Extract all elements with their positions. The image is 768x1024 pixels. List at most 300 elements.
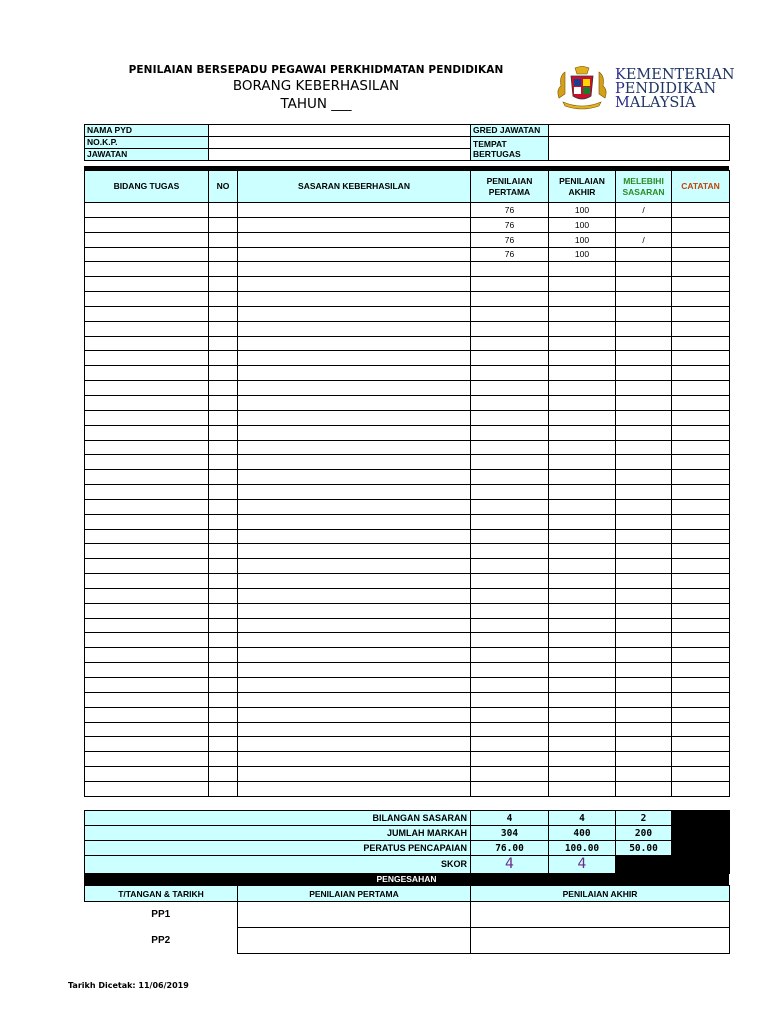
sasaran-cell[interactable] — [238, 277, 471, 292]
penilaian-pertama-cell[interactable] — [471, 752, 549, 767]
no-cell[interactable] — [209, 648, 238, 663]
sasaran-cell[interactable] — [238, 781, 471, 796]
melebihi-sasaran-cell[interactable] — [616, 306, 672, 321]
penilaian-pertama-cell[interactable] — [471, 321, 549, 336]
penilaian-akhir-cell[interactable] — [549, 425, 616, 440]
no-cell[interactable] — [209, 529, 238, 544]
penilaian-akhir-cell[interactable] — [549, 470, 616, 485]
penilaian-akhir-cell[interactable] — [549, 722, 616, 737]
bidang-tugas-cell[interactable] — [85, 737, 209, 752]
penilaian-pertama-cell[interactable] — [471, 692, 549, 707]
catatan-cell[interactable] — [672, 306, 730, 321]
ministry-name: KEMENTERIAN PENDIDIKAN MALAYSIA — [615, 67, 735, 111]
bidang-tugas-cell[interactable] — [85, 529, 209, 544]
penilaian-pertama-cell[interactable] — [471, 410, 549, 425]
no-cell[interactable] — [209, 366, 238, 381]
melebihi-sasaran-cell[interactable]: / — [616, 203, 672, 218]
no-cell[interactable] — [209, 306, 238, 321]
sasaran-cell[interactable] — [238, 455, 471, 470]
penilaian-pertama-cell[interactable] — [471, 277, 549, 292]
melebihi-sasaran-cell[interactable] — [616, 336, 672, 351]
melebihi-sasaran-cell[interactable] — [616, 663, 672, 678]
penilaian-pertama-cell[interactable]: 76 — [471, 247, 549, 262]
melebihi-sasaran-cell[interactable] — [616, 470, 672, 485]
catatan-cell[interactable] — [672, 351, 730, 366]
penilaian-pertama-cell[interactable] — [471, 737, 549, 752]
no-cell[interactable] — [209, 351, 238, 366]
bidang-tugas-cell[interactable] — [85, 336, 209, 351]
catatan-cell[interactable] — [672, 707, 730, 722]
no-cell[interactable] — [209, 262, 238, 277]
catatan-cell[interactable] — [672, 425, 730, 440]
no-cell[interactable] — [209, 425, 238, 440]
catatan-cell[interactable] — [672, 292, 730, 307]
bidang-tugas-cell[interactable] — [85, 395, 209, 410]
catatan-cell[interactable] — [672, 455, 730, 470]
penilaian-akhir-cell[interactable] — [549, 767, 616, 782]
no-cell[interactable] — [209, 485, 238, 500]
catatan-cell[interactable] — [672, 366, 730, 381]
penilaian-akhir-cell[interactable] — [549, 678, 616, 693]
no-cell[interactable] — [209, 574, 238, 589]
sasaran-cell[interactable] — [238, 440, 471, 455]
penilaian-pertama-cell[interactable] — [471, 633, 549, 648]
no-cell[interactable] — [209, 559, 238, 574]
bidang-tugas-cell[interactable] — [85, 425, 209, 440]
penilaian-akhir-cell[interactable] — [549, 618, 616, 633]
bidang-tugas-cell[interactable] — [85, 306, 209, 321]
sasaran-cell[interactable] — [238, 678, 471, 693]
bidang-tugas-cell[interactable] — [85, 321, 209, 336]
bidang-tugas-cell[interactable] — [85, 292, 209, 307]
bidang-tugas-cell[interactable] — [85, 440, 209, 455]
bidang-tugas-cell[interactable] — [85, 410, 209, 425]
sasaran-cell[interactable] — [238, 633, 471, 648]
penilaian-pertama-cell[interactable] — [471, 559, 549, 574]
no-cell[interactable] — [209, 633, 238, 648]
sasaran-cell[interactable] — [238, 752, 471, 767]
penilaian-akhir-cell[interactable]: 100 — [549, 247, 616, 262]
penilaian-pertama-cell[interactable]: 76 — [471, 232, 549, 247]
table-row — [85, 707, 730, 722]
penilaian-akhir-cell[interactable] — [549, 529, 616, 544]
catatan-cell[interactable] — [672, 529, 730, 544]
penilaian-akhir-cell[interactable] — [549, 663, 616, 678]
summary-table — [84, 810, 730, 874]
penilaian-pertama-cell[interactable] — [471, 485, 549, 500]
penilaian-pertama-cell[interactable]: 76 — [471, 203, 549, 218]
penilaian-pertama-cell[interactable] — [471, 529, 549, 544]
penilaian-akhir-cell[interactable] — [549, 306, 616, 321]
no-cell[interactable] — [209, 247, 238, 262]
sasaran-cell[interactable] — [238, 351, 471, 366]
penilaian-pertama-cell[interactable] — [471, 722, 549, 737]
melebihi-sasaran-cell[interactable] — [616, 781, 672, 796]
bidang-tugas-cell[interactable] — [85, 752, 209, 767]
gred-jawatan-field[interactable] — [549, 125, 730, 137]
no-cell[interactable] — [209, 440, 238, 455]
penilaian-pertama-cell[interactable] — [471, 425, 549, 440]
catatan-cell[interactable] — [672, 485, 730, 500]
melebihi-sasaran-cell[interactable] — [616, 395, 672, 410]
sasaran-cell[interactable] — [238, 306, 471, 321]
penilaian-pertama-cell[interactable] — [471, 707, 549, 722]
penilaian-pertama-cell[interactable] — [471, 663, 549, 678]
catatan-cell[interactable] — [672, 440, 730, 455]
catatan-cell[interactable] — [672, 781, 730, 796]
no-cell[interactable] — [209, 603, 238, 618]
nama-pyd-field[interactable] — [209, 125, 471, 137]
penilaian-pertama-cell[interactable] — [471, 618, 549, 633]
penilaian-pertama-cell[interactable] — [471, 678, 549, 693]
sasaran-cell[interactable] — [238, 737, 471, 752]
melebihi-sasaran-cell[interactable] — [616, 321, 672, 336]
no-cell[interactable] — [209, 381, 238, 396]
sasaran-cell[interactable] — [238, 692, 471, 707]
penilaian-akhir-cell[interactable] — [549, 752, 616, 767]
penilaian-akhir-cell[interactable] — [549, 395, 616, 410]
penilaian-akhir-cell[interactable]: 100 — [549, 232, 616, 247]
sasaran-cell[interactable] — [238, 544, 471, 559]
sasaran-cell[interactable] — [238, 217, 471, 232]
penilaian-pertama-cell[interactable] — [471, 514, 549, 529]
melebihi-sasaran-cell[interactable] — [616, 588, 672, 603]
melebihi-sasaran-cell[interactable] — [616, 455, 672, 470]
melebihi-sasaran-cell[interactable] — [616, 692, 672, 707]
penilaian-akhir-cell[interactable] — [549, 381, 616, 396]
penilaian-pertama-cell[interactable] — [471, 292, 549, 307]
melebihi-sasaran-cell[interactable] — [616, 410, 672, 425]
sasaran-cell[interactable] — [238, 648, 471, 663]
penilaian-pertama-cell[interactable] — [471, 603, 549, 618]
melebihi-sasaran-cell[interactable] — [616, 514, 672, 529]
penilaian-akhir-cell[interactable] — [549, 336, 616, 351]
penilaian-pertama-cell[interactable] — [471, 470, 549, 485]
catatan-cell[interactable] — [672, 678, 730, 693]
no-cell[interactable] — [209, 663, 238, 678]
skor-label: SKOR — [85, 856, 471, 874]
catatan-cell[interactable] — [672, 559, 730, 574]
penilaian-pertama-cell[interactable] — [471, 648, 549, 663]
penilaian-pertama-cell[interactable] — [471, 544, 549, 559]
penilaian-akhir-cell[interactable] — [549, 648, 616, 663]
sasaran-cell[interactable] — [238, 425, 471, 440]
catatan-cell[interactable] — [672, 574, 730, 589]
catatan-cell[interactable] — [672, 544, 730, 559]
bidang-tugas-cell[interactable] — [85, 618, 209, 633]
penilaian-akhir-cell[interactable] — [549, 544, 616, 559]
melebihi-sasaran-cell[interactable] — [616, 499, 672, 514]
catatan-cell[interactable] — [672, 381, 730, 396]
bidang-tugas-cell[interactable] — [85, 232, 209, 247]
bidang-tugas-cell[interactable] — [85, 277, 209, 292]
no-cell[interactable] — [209, 410, 238, 425]
no-cell[interactable] — [209, 470, 238, 485]
sasaran-cell[interactable] — [238, 529, 471, 544]
catatan-cell[interactable] — [672, 633, 730, 648]
melebihi-sasaran-cell[interactable] — [616, 529, 672, 544]
no-cell[interactable] — [209, 336, 238, 351]
catatan-cell[interactable] — [672, 336, 730, 351]
no-cell[interactable] — [209, 752, 238, 767]
bidang-tugas-cell[interactable] — [85, 588, 209, 603]
sasaran-cell[interactable] — [238, 603, 471, 618]
penilaian-akhir-cell[interactable] — [549, 262, 616, 277]
catatan-cell[interactable] — [672, 752, 730, 767]
melebihi-sasaran-cell[interactable] — [616, 485, 672, 500]
no-cell[interactable] — [209, 292, 238, 307]
sasaran-cell[interactable] — [238, 574, 471, 589]
penilaian-akhir-cell[interactable] — [549, 499, 616, 514]
tempat-bertugas-field[interactable] — [549, 137, 730, 161]
catatan-cell[interactable] — [672, 722, 730, 737]
table-row — [85, 410, 730, 425]
bidang-tugas-cell[interactable] — [85, 217, 209, 232]
no-cell[interactable] — [209, 395, 238, 410]
penilaian-pertama-cell[interactable] — [471, 455, 549, 470]
bidang-tugas-cell[interactable] — [85, 455, 209, 470]
penilaian-pertama-cell[interactable]: 76 — [471, 217, 549, 232]
penilaian-akhir-cell[interactable] — [549, 559, 616, 574]
sasaran-cell[interactable] — [238, 321, 471, 336]
penilaian-akhir-cell[interactable] — [549, 574, 616, 589]
sasaran-cell[interactable] — [238, 410, 471, 425]
melebihi-sasaran-cell[interactable] — [616, 292, 672, 307]
melebihi-sasaran-cell[interactable] — [616, 351, 672, 366]
melebihi-sasaran-cell[interactable] — [616, 247, 672, 262]
melebihi-sasaran-cell[interactable] — [616, 440, 672, 455]
melebihi-sasaran-cell[interactable] — [616, 217, 672, 232]
bidang-tugas-cell[interactable] — [85, 544, 209, 559]
catatan-cell[interactable] — [672, 648, 730, 663]
melebihi-sasaran-cell[interactable] — [616, 618, 672, 633]
penilaian-akhir-cell[interactable] — [549, 603, 616, 618]
bidang-tugas-cell[interactable] — [85, 574, 209, 589]
penilaian-pertama-cell[interactable] — [471, 306, 549, 321]
penilaian-pertama-cell[interactable] — [471, 767, 549, 782]
catatan-cell[interactable] — [672, 618, 730, 633]
penilaian-akhir-cell[interactable]: 100 — [549, 203, 616, 218]
sasaran-cell[interactable] — [238, 336, 471, 351]
no-cell[interactable] — [209, 232, 238, 247]
catatan-cell[interactable] — [672, 588, 730, 603]
sasaran-cell[interactable] — [238, 663, 471, 678]
penilaian-pertama-cell[interactable] — [471, 574, 549, 589]
penilaian-pertama-cell[interactable] — [471, 381, 549, 396]
bidang-tugas-cell[interactable] — [85, 499, 209, 514]
penilaian-akhir-cell[interactable] — [549, 277, 616, 292]
penilaian-akhir-cell[interactable] — [549, 781, 616, 796]
melebihi-sasaran-cell[interactable] — [616, 574, 672, 589]
no-cell[interactable] — [209, 767, 238, 782]
bidang-tugas-cell[interactable] — [85, 470, 209, 485]
melebihi-sasaran-cell[interactable] — [616, 425, 672, 440]
penilaian-pertama-cell[interactable] — [471, 336, 549, 351]
catatan-cell[interactable] — [672, 470, 730, 485]
bidang-tugas-cell[interactable] — [85, 648, 209, 663]
catatan-cell[interactable] — [672, 499, 730, 514]
penilaian-pertama-cell[interactable] — [471, 262, 549, 277]
penilaian-pertama-cell[interactable] — [471, 440, 549, 455]
sasaran-cell[interactable] — [238, 395, 471, 410]
penilaian-akhir-cell[interactable] — [549, 351, 616, 366]
catatan-cell[interactable] — [672, 692, 730, 707]
catatan-cell[interactable] — [672, 247, 730, 262]
melebihi-sasaran-cell[interactable] — [616, 633, 672, 648]
catatan-cell[interactable] — [672, 514, 730, 529]
sasaran-cell[interactable] — [238, 499, 471, 514]
melebihi-sasaran-cell[interactable] — [616, 262, 672, 277]
pp2-pertama-signature[interactable] — [238, 928, 471, 954]
catatan-cell[interactable] — [672, 603, 730, 618]
bidang-tugas-cell[interactable] — [85, 767, 209, 782]
penilaian-akhir-cell[interactable] — [549, 440, 616, 455]
bidang-tugas-cell[interactable] — [85, 678, 209, 693]
penilaian-akhir-cell[interactable] — [549, 588, 616, 603]
bidang-tugas-cell[interactable] — [85, 603, 209, 618]
melebihi-sasaran-cell[interactable] — [616, 707, 672, 722]
sasaran-cell[interactable] — [238, 203, 471, 218]
bidang-tugas-cell[interactable] — [85, 366, 209, 381]
bilangan-akhir: 4 — [549, 811, 616, 826]
catatan-cell[interactable] — [672, 262, 730, 277]
penilaian-pertama-cell[interactable] — [471, 781, 549, 796]
melebihi-sasaran-cell[interactable] — [616, 648, 672, 663]
no-cell[interactable] — [209, 781, 238, 796]
no-cell[interactable] — [209, 722, 238, 737]
melebihi-sasaran-cell[interactable] — [616, 722, 672, 737]
jawatan-field[interactable] — [209, 149, 471, 161]
pp2-label: PP2 — [151, 935, 171, 946]
sasaran-cell[interactable] — [238, 767, 471, 782]
bidang-tugas-cell[interactable] — [85, 351, 209, 366]
no-cell[interactable] — [209, 544, 238, 559]
pp1-akhir-signature[interactable] — [471, 902, 730, 928]
no-cell[interactable] — [209, 737, 238, 752]
catatan-cell[interactable] — [672, 232, 730, 247]
no-cell[interactable] — [209, 277, 238, 292]
penilaian-akhir-cell[interactable] — [549, 292, 616, 307]
catatan-cell[interactable] — [672, 321, 730, 336]
sasaran-cell[interactable] — [238, 485, 471, 500]
bidang-tugas-cell[interactable] — [85, 559, 209, 574]
bidang-tugas-cell[interactable] — [85, 707, 209, 722]
melebihi-sasaran-cell[interactable] — [616, 381, 672, 396]
no-cell[interactable] — [209, 321, 238, 336]
melebihi-sasaran-cell[interactable] — [616, 559, 672, 574]
catatan-cell[interactable] — [672, 767, 730, 782]
sasaran-cell[interactable] — [238, 707, 471, 722]
table-row — [85, 648, 730, 663]
bidang-tugas-cell[interactable] — [85, 262, 209, 277]
catatan-cell[interactable] — [672, 410, 730, 425]
penilaian-pertama-cell[interactable] — [471, 366, 549, 381]
sasaran-cell[interactable] — [238, 232, 471, 247]
penilaian-akhir-cell[interactable] — [549, 514, 616, 529]
penilaian-akhir-cell[interactable] — [549, 737, 616, 752]
sasaran-cell[interactable] — [238, 292, 471, 307]
no-cell[interactable] — [209, 499, 238, 514]
penilaian-akhir-cell[interactable]: 100 — [549, 217, 616, 232]
no-cell[interactable] — [209, 203, 238, 218]
bidang-tugas-cell[interactable] — [85, 722, 209, 737]
no-cell[interactable] — [209, 692, 238, 707]
form-title-line1: PENILAIAN BERSEPADU PEGAWAI PERKHIDMATAN PENDIDIKAN — [128, 64, 504, 76]
bidang-tugas-cell[interactable] — [85, 203, 209, 218]
penilaian-akhir-cell[interactable] — [549, 455, 616, 470]
penilaian-akhir-cell[interactable] — [549, 321, 616, 336]
bidang-tugas-cell[interactable] — [85, 633, 209, 648]
penilaian-akhir-cell[interactable] — [549, 485, 616, 500]
penilaian-akhir-cell[interactable] — [549, 692, 616, 707]
catatan-cell[interactable] — [672, 663, 730, 678]
bidang-tugas-cell[interactable] — [85, 381, 209, 396]
catatan-cell[interactable] — [672, 203, 730, 218]
bidang-tugas-cell[interactable] — [85, 247, 209, 262]
catatan-cell[interactable] — [672, 277, 730, 292]
skor-pertama: 4 — [471, 856, 549, 874]
melebihi-sasaran-cell[interactable]: / — [616, 232, 672, 247]
sasaran-cell[interactable] — [238, 514, 471, 529]
penilaian-akhir-cell[interactable] — [549, 410, 616, 425]
catatan-cell[interactable] — [672, 217, 730, 232]
melebihi-sasaran-cell[interactable] — [616, 767, 672, 782]
no-kp-field[interactable] — [209, 137, 471, 149]
penilaian-pertama-cell[interactable] — [471, 499, 549, 514]
melebihi-sasaran-cell[interactable] — [616, 678, 672, 693]
penilaian-pertama-cell[interactable] — [471, 351, 549, 366]
no-cell[interactable] — [209, 707, 238, 722]
bidang-tugas-cell[interactable] — [85, 663, 209, 678]
bidang-tugas-cell[interactable] — [85, 692, 209, 707]
penilaian-pertama-cell[interactable] — [471, 588, 549, 603]
penilaian-pertama-cell[interactable] — [471, 395, 549, 410]
pp2-akhir-signature[interactable] — [471, 928, 730, 954]
bidang-tugas-cell[interactable] — [85, 514, 209, 529]
melebihi-sasaran-cell[interactable] — [616, 366, 672, 381]
sasaran-cell[interactable] — [238, 262, 471, 277]
no-cell[interactable] — [209, 588, 238, 603]
sasaran-cell[interactable] — [238, 366, 471, 381]
penilaian-akhir-cell[interactable] — [549, 707, 616, 722]
melebihi-sasaran-cell[interactable] — [616, 737, 672, 752]
melebihi-sasaran-cell[interactable] — [616, 277, 672, 292]
no-cell[interactable] — [209, 678, 238, 693]
no-cell[interactable] — [209, 514, 238, 529]
sasaran-cell[interactable] — [238, 722, 471, 737]
sasaran-cell[interactable] — [238, 381, 471, 396]
sasaran-cell[interactable] — [238, 588, 471, 603]
bidang-tugas-cell[interactable] — [85, 485, 209, 500]
table-row — [85, 217, 730, 232]
bidang-tugas-cell[interactable] — [85, 781, 209, 796]
penilaian-akhir-cell[interactable] — [549, 633, 616, 648]
no-cell[interactable] — [209, 217, 238, 232]
melebihi-sasaran-cell[interactable] — [616, 603, 672, 618]
no-cell[interactable] — [209, 455, 238, 470]
penilaian-akhir-cell[interactable] — [549, 366, 616, 381]
melebihi-sasaran-cell[interactable] — [616, 752, 672, 767]
no-cell[interactable] — [209, 618, 238, 633]
sasaran-cell[interactable] — [238, 559, 471, 574]
catatan-cell[interactable] — [672, 737, 730, 752]
pp1-pertama-signature[interactable] — [238, 902, 471, 928]
sasaran-cell[interactable] — [238, 247, 471, 262]
catatan-cell[interactable] — [672, 395, 730, 410]
sasaran-cell[interactable] — [238, 470, 471, 485]
sasaran-cell[interactable] — [238, 618, 471, 633]
melebihi-sasaran-cell[interactable] — [616, 544, 672, 559]
